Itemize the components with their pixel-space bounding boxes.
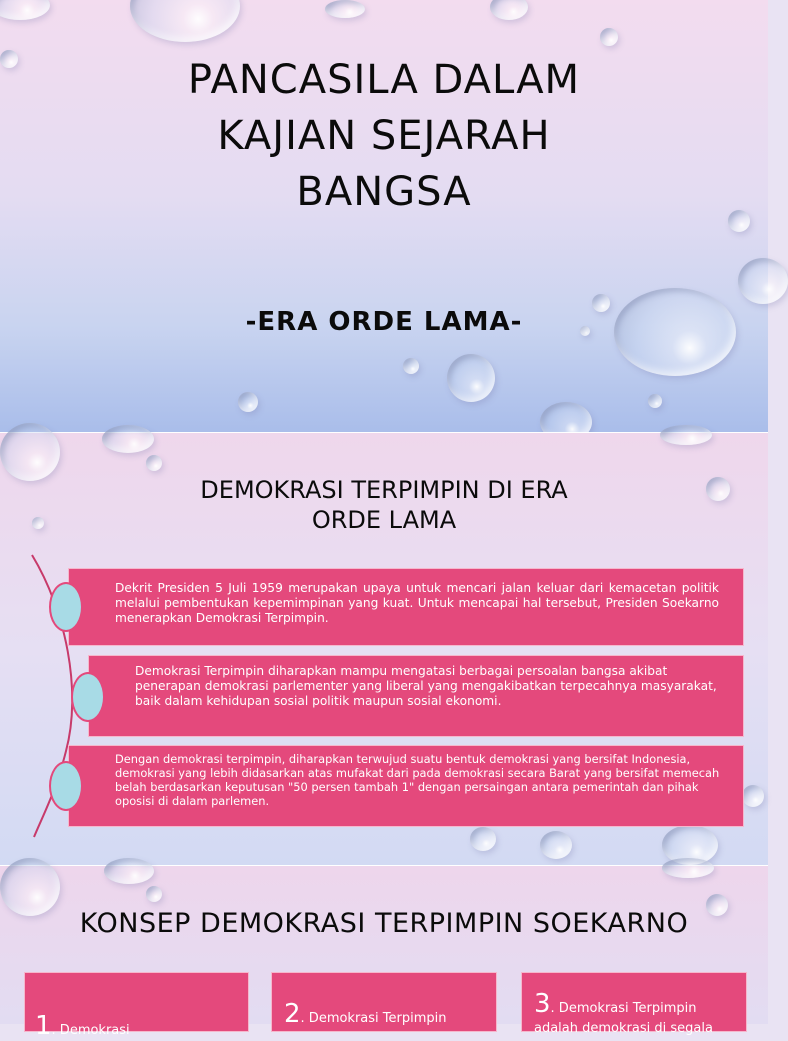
info-box-text: Dengan demokrasi terpimpin, diharapkan terwujud suatu bentuk demokrasi yang bersifat Indonesia, demokrasi yang lebih didasarkan atas mufakat dari pada demokrasi secara Barat yang bersifat memecah belah berdasarkan keputusan "50 persen tambah 1" dengan persaingan antara pemerintah dan pihak oposisi di dalam parlemen. [115,752,720,808]
water-drop-decoration [0,50,18,68]
water-drop-decoration [146,455,162,471]
water-drop-decoration [102,425,154,453]
water-drop-decoration [130,0,240,42]
section-title [84,475,684,535]
card-text: . Demokrasi Terpimpin [550,1001,697,1016]
main-title [84,52,684,220]
info-box [68,745,744,827]
card-text: . Demokrasi Terpimpin [300,1011,447,1026]
water-drop-decoration [104,858,154,884]
water-drop-decoration [660,425,712,445]
main-title-line: KAJIAN SEJARAH [217,113,551,159]
water-drop-decoration [490,0,528,20]
water-drop-decoration [0,0,50,20]
subtitle: -ERA ORDE LAMA- [245,307,523,337]
concept-card [24,972,249,1041]
info-box [68,568,744,646]
section-title-line: DEMOKRASI TERPIMPIN DI ERA [200,476,568,504]
card-text: . Demokrasi [51,1023,130,1038]
water-drop-decoration [238,392,258,412]
main-title-line: PANCASILA DALAM [187,57,581,103]
water-drop-decoration [706,477,730,501]
section-title-line: ORDE LAMA [311,506,457,534]
water-drop-decoration [540,831,572,859]
water-drop-decoration [0,423,60,481]
water-drop-decoration [325,0,365,18]
bullet-oval [49,582,83,632]
bullet-oval [49,761,83,811]
water-drop-decoration [403,358,419,374]
card-number: 1 [35,1011,52,1041]
water-drop-decoration [447,354,495,402]
main-title-line: BANGSA [296,169,472,215]
water-drop-decoration [600,28,618,46]
info-box [88,655,744,737]
slide-title [0,0,768,433]
card-continuation: adalah demokrasi di segala [534,1021,713,1036]
water-drop-decoration [146,886,162,902]
concept-card [521,972,747,1036]
water-drop-decoration [738,258,788,304]
slide-demokrasi-terpimpin [0,433,768,866]
water-drop-decoration [32,517,44,529]
concept-card [271,972,497,1032]
slide-konsep [0,866,768,1041]
water-drop-decoration [742,785,764,807]
water-drop-decoration [648,394,662,408]
bullet-oval [71,672,105,722]
info-box-text: Demokrasi Terpimpin diharapkan mampu mengatasi berbagai persoalan bangsa akibat penerapan demokrasi parlementer yang liberal yang mengakibatkan terpecahnya masyarakat, baik dalam kehidupan sosial politik maupun sosial ekonomi. [135,664,717,708]
water-drop-decoration [470,827,496,851]
water-drop-decoration [662,858,714,878]
card-number: 2 [284,999,301,1029]
water-drop-decoration [728,210,750,232]
info-box-text: Dekrit Presiden 5 Juli 1959 merupakan upaya untuk mencari jalan keluar dari kemacetan politik melalui pembentukan kepemimpinan yang kuat. Untuk mencapai hal tersebut, Presiden Soekarno menerapkan Demokrasi Terpimpin. [115,581,719,625]
card-number: 3 [534,989,551,1019]
section-title: KONSEP DEMOKRASI TERPIMPIN SOEKARNO [79,908,689,939]
